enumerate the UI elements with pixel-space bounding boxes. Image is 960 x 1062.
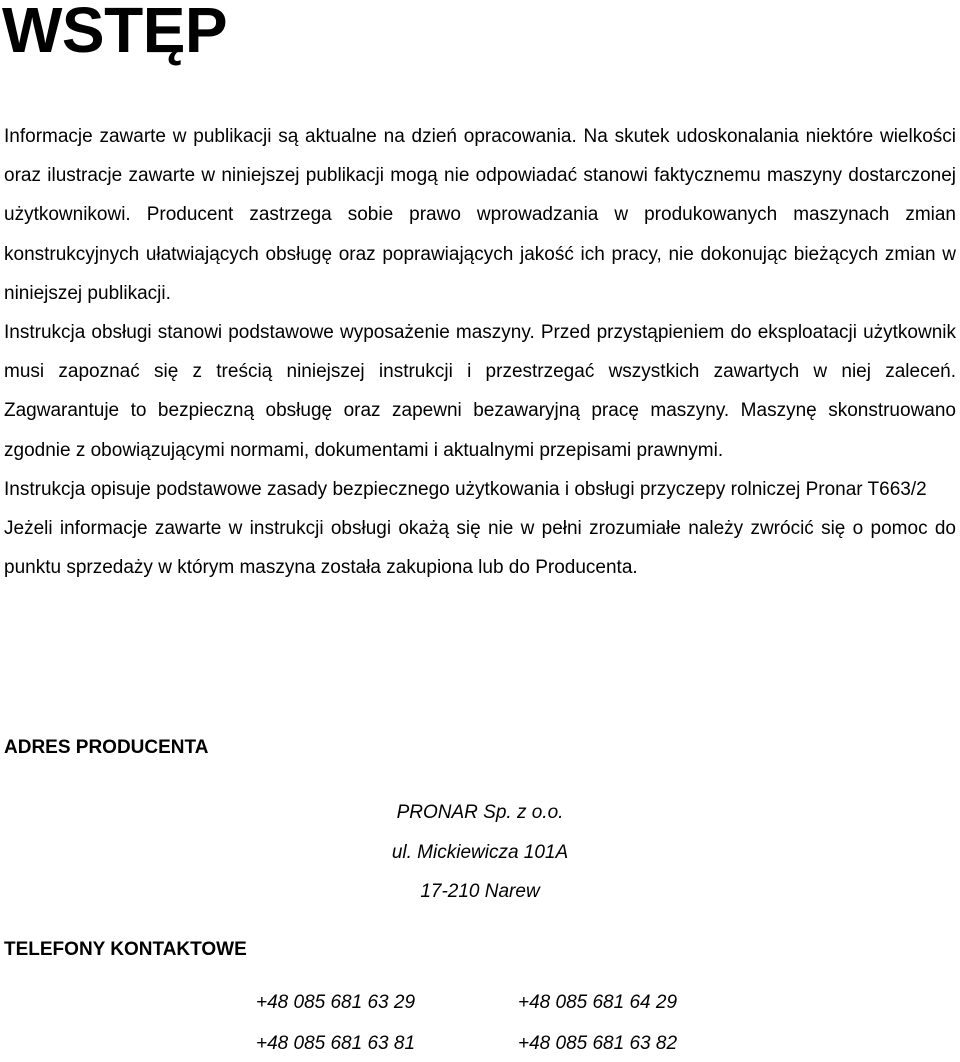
company-name: PRONAR Sp. z o.o. xyxy=(396,802,564,823)
phones-heading: TELEFONY KONTAKTOWE xyxy=(4,939,247,960)
intro-text xyxy=(4,117,956,587)
intro-paragraph: Instrukcja opisuje podstawowe zasady bezpiecznego użytkowania i obsługi przyczepy rolniczej Pronar T663/2 xyxy=(4,478,927,500)
postal-city: 17-210 Narew xyxy=(420,881,540,902)
phone-list xyxy=(0,992,960,1062)
street-address: ul. Mickiewicza 101A xyxy=(391,841,569,863)
phone-number: +48 085 681 63 82 xyxy=(518,1033,678,1054)
phone-number: +48 085 681 63 29 xyxy=(256,992,416,1013)
intro-paragraph: Instrukcja obsługi stanowi podstawowe wyposażenie maszyny. Przed przystąpieniem do eksploatacji użytkownik musi zapoznać się z treścią niniejszej instrukcji i przestrzegać wszystkich zawartych w niej zaleceń. Zagwarantuje to bezpieczną obsługę oraz zapewni bezawaryjną pracę maszyny. Maszynę skonstruowano zgodnie z obowiązującymi normami, dokumentami i aktualnymi przepisami prawnymi. xyxy=(4,322,956,461)
page-title: WSTĘP xyxy=(2,0,228,66)
intro-paragraph: Informacje zawarte w publikacji są aktualne na dzień opracowania. Na skutek udoskonalania niektóre wielkości oraz ilustracje zawarte w niniejszej publikacji mogą nie odpowiadać stanowi faktycznemu maszyny dostarczonej użytkownikowi. Producent zastrzega sobie prawo wprowadzania w produkowanych maszynach zmian konstrukcyjnych ułatwiających obsługę oraz poprawiających jakość ich pracy, nie dokonując bieżących zmian w niniejszej publikacji. xyxy=(4,126,956,304)
phone-number: +48 085 681 64 29 xyxy=(518,992,678,1013)
address-heading: ADRES PRODUCENTA xyxy=(4,737,209,758)
intro-paragraph: Jeżeli informacje zawarte w instrukcji obsługi okażą się nie w pełni zrozumiałe należy zwrócić się o pomoc do punktu sprzedaży w którym maszyna została zakupiona lub do Producenta. xyxy=(4,518,956,579)
manufacturer-address xyxy=(290,793,670,912)
phone-number: +48 085 681 63 81 xyxy=(256,1033,416,1054)
